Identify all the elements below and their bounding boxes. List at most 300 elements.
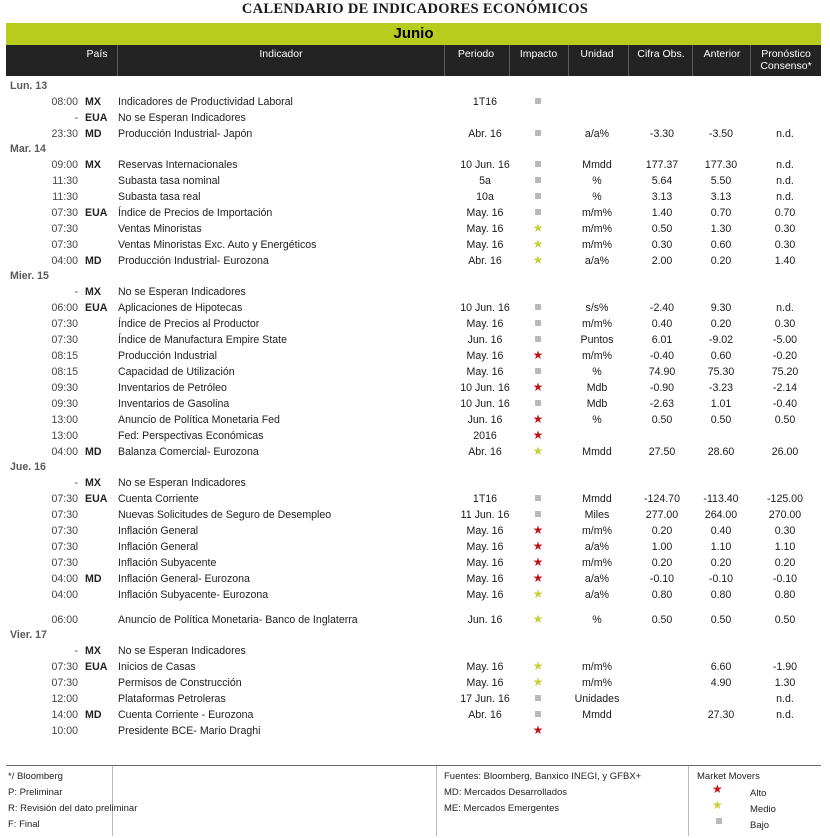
- forecast-cell: n.d.: [776, 175, 794, 187]
- previous-cell: 3.13: [710, 191, 732, 203]
- forecast-cell: n.d.: [776, 709, 794, 721]
- time-cell: 08:00: [51, 96, 78, 108]
- country-cell: MD: [85, 573, 102, 585]
- indicator-cell: Inflación General: [118, 525, 199, 537]
- previous-cell: 177.30: [704, 159, 738, 171]
- observed-cell: 6.01: [651, 334, 673, 346]
- previous-cell: 1.01: [710, 398, 732, 410]
- table-row: [0, 691, 830, 707]
- period-cell: May. 16: [466, 239, 504, 251]
- table-row: [0, 612, 830, 628]
- period-cell: May. 16: [466, 207, 504, 219]
- time-cell: 09:30: [51, 382, 78, 394]
- unit-cell: m/m%: [581, 677, 612, 689]
- indicator-cell: Producción Industrial: [118, 350, 217, 362]
- observed-cell: 0.20: [651, 557, 673, 569]
- unit-cell: m/m%: [581, 318, 612, 330]
- day-header: [0, 628, 830, 643]
- observed-cell: 0.80: [651, 589, 673, 601]
- previous-cell: 0.20: [710, 557, 732, 569]
- previous-cell: 0.70: [710, 207, 732, 219]
- col-pronostico: [752, 48, 820, 72]
- impact-medium-star-icon: ★: [532, 444, 544, 459]
- unit-cell: m/m%: [581, 350, 612, 362]
- table-row: [0, 157, 830, 173]
- table-row: [0, 555, 830, 571]
- observed-cell: 0.50: [651, 414, 673, 426]
- observed-cell: 27.50: [648, 446, 676, 458]
- indicator-cell: Reservas Internacionales: [118, 159, 238, 171]
- forecast-cell: 0.20: [774, 557, 796, 569]
- col-pronostico-line2: Consenso*: [760, 60, 812, 72]
- impact-low-icon: [517, 691, 559, 707]
- period-cell: May. 16: [466, 223, 504, 235]
- impact-high-star-icon: ★: [532, 523, 544, 538]
- forecast-cell: -2.14: [772, 382, 798, 394]
- indicator-cell: No se Esperan Indicadores: [118, 645, 246, 657]
- unit-cell: Mmdd: [582, 493, 612, 505]
- forecast-cell: 0.30: [774, 223, 796, 235]
- period-cell: Jun. 16: [467, 334, 503, 346]
- unit-cell: Mmdd: [582, 446, 612, 458]
- unit-cell: a/a%: [584, 128, 610, 140]
- previous-cell: -3.50: [708, 128, 734, 140]
- table-row: [0, 507, 830, 523]
- day-label: Jue. 16: [10, 461, 46, 473]
- previous-cell: 0.50: [710, 414, 732, 426]
- impact-medium-star-icon: ★: [532, 237, 544, 252]
- forecast-cell: 270.00: [768, 509, 802, 521]
- observed-cell: -124.70: [644, 493, 680, 505]
- unit-cell: s/s%: [585, 302, 609, 314]
- unit-cell: Miles: [584, 509, 610, 521]
- table-row: [0, 444, 830, 460]
- table-row: [0, 221, 830, 237]
- impact-low-icon: [517, 364, 559, 380]
- legend-alto-icon: ★: [712, 782, 723, 797]
- note-preliminar: P: Preliminar: [8, 787, 63, 798]
- country-cell: MD: [85, 446, 102, 458]
- observed-cell: 3.13: [651, 191, 673, 203]
- indicator-cell: Inflación Subyacente: [118, 557, 217, 569]
- indicator-cell: Ventas Minoristas Exc. Auto y Energéticos: [118, 239, 317, 251]
- impact-low-icon: [517, 507, 559, 523]
- impact-high-star-icon: ★: [532, 348, 544, 363]
- previous-cell: -0.10: [708, 573, 734, 585]
- forecast-cell: -0.20: [772, 350, 798, 362]
- period-cell: May. 16: [466, 557, 504, 569]
- previous-cell: 27.30: [707, 709, 735, 721]
- observed-cell: -2.40: [649, 302, 675, 314]
- impact-low-icon: [517, 205, 559, 221]
- table-row: [0, 110, 830, 126]
- indicator-cell: Inventarios de Gasolina: [118, 398, 230, 410]
- indicator-cell: Subasta tasa nominal: [118, 175, 220, 187]
- table-row: [0, 364, 830, 380]
- forecast-cell: 26.00: [771, 446, 799, 458]
- period-cell: May. 16: [466, 661, 504, 673]
- indicator-cell: Nuevas Solicitudes de Seguro de Desempleo: [118, 509, 332, 521]
- country-cell: MX: [85, 96, 101, 108]
- day-header: [0, 142, 830, 157]
- time-cell: -: [74, 286, 78, 298]
- impact-low-icon: [517, 707, 559, 723]
- month-banner: Junio: [6, 23, 821, 45]
- period-cell: 10 Jun. 16: [460, 398, 510, 410]
- unit-cell: Puntos: [580, 334, 614, 346]
- unit-cell: a/a%: [584, 573, 610, 585]
- calendar-rows: [0, 79, 830, 739]
- table-row: [0, 284, 830, 300]
- observed-cell: 1.40: [651, 207, 673, 219]
- footer-divider: [6, 765, 821, 766]
- country-cell: EUA: [85, 112, 108, 124]
- table-row: [0, 316, 830, 332]
- period-cell: 1T16: [472, 96, 498, 108]
- forecast-cell: 0.30: [774, 525, 796, 537]
- period-cell: 17 Jun. 16: [460, 693, 510, 705]
- forecast-cell: n.d.: [776, 693, 794, 705]
- forecast-cell: 1.30: [774, 677, 796, 689]
- previous-cell: 6.60: [710, 661, 732, 673]
- unit-cell: %: [592, 191, 602, 203]
- footer-separator: [688, 766, 689, 836]
- table-row: [0, 332, 830, 348]
- indicator-cell: Aplicaciones de Hipotecas: [118, 302, 243, 314]
- forecast-cell: 0.30: [774, 318, 796, 330]
- table-row: [0, 348, 830, 364]
- col-pais: País: [86, 48, 108, 60]
- country-cell: MX: [85, 159, 101, 171]
- time-cell: 07:30: [51, 677, 78, 689]
- time-cell: 04:00: [51, 255, 78, 267]
- observed-cell: -3.30: [649, 128, 675, 140]
- indicator-cell: Cuenta Corriente: [118, 493, 199, 505]
- time-cell: 07:30: [51, 557, 78, 569]
- indicator-cell: Balanza Comercial- Eurozona: [118, 446, 259, 458]
- observed-cell: 0.20: [651, 525, 673, 537]
- impact-low-icon: [517, 491, 559, 507]
- forecast-cell: 75.20: [771, 366, 799, 378]
- day-label: Vier. 17: [10, 629, 47, 641]
- legend-bajo-label: Bajo: [750, 820, 770, 831]
- time-cell: 08:15: [51, 366, 78, 378]
- day-header: [0, 79, 830, 94]
- previous-cell: 0.20: [710, 318, 732, 330]
- time-cell: 04:00: [51, 573, 78, 585]
- period-cell: 5a: [479, 175, 491, 187]
- time-cell: 10:00: [51, 725, 78, 737]
- observed-cell: 277.00: [645, 509, 679, 521]
- impact-high-star-icon: ★: [532, 555, 544, 570]
- impact-low-icon: [517, 173, 559, 189]
- forecast-cell: 0.50: [774, 414, 796, 426]
- me-note: ME: Mercados Emergentes: [444, 803, 560, 814]
- impact-high-star-icon: ★: [532, 539, 544, 554]
- indicator-cell: Anuncio de Política Monetaria Fed: [118, 414, 280, 426]
- forecast-cell: 0.70: [774, 207, 796, 219]
- unit-cell: Mdb: [586, 398, 608, 410]
- impact-medium-star-icon: ★: [532, 612, 544, 627]
- time-cell: 11:30: [52, 175, 78, 187]
- unit-cell: Mmdd: [582, 709, 612, 721]
- observed-cell: 2.00: [651, 255, 673, 267]
- table-header: [6, 45, 821, 76]
- unit-cell: m/m%: [581, 207, 612, 219]
- indicator-cell: Subasta tasa real: [118, 191, 201, 203]
- table-row: [0, 189, 830, 205]
- indicator-cell: Cuenta Corriente - Eurozona: [118, 709, 254, 721]
- country-cell: EUA: [85, 302, 108, 314]
- previous-cell: 264.00: [704, 509, 738, 521]
- impact-high-star-icon: ★: [532, 428, 544, 443]
- observed-cell: 177.37: [645, 159, 679, 171]
- table-row: [0, 475, 830, 491]
- time-cell: 11:30: [52, 191, 78, 203]
- table-row: [0, 491, 830, 507]
- forecast-cell: 0.50: [774, 614, 796, 626]
- indicator-cell: Producción Industrial- Eurozona: [118, 255, 269, 267]
- country-cell: EUA: [85, 661, 108, 673]
- unit-cell: m/m%: [581, 661, 612, 673]
- period-cell: 10 Jun. 16: [460, 302, 510, 314]
- observed-cell: 5.64: [651, 175, 673, 187]
- unit-cell: m/m%: [581, 223, 612, 235]
- time-cell: 07:30: [51, 661, 78, 673]
- md-note: MD: Mercados Desarrollados: [444, 787, 568, 798]
- table-row: [0, 587, 830, 603]
- period-cell: May. 16: [466, 573, 504, 585]
- impact-medium-star-icon: ★: [532, 675, 544, 690]
- previous-cell: -113.40: [703, 493, 739, 505]
- time-cell: -: [74, 477, 78, 489]
- legend-title: Market Movers: [697, 771, 760, 782]
- table-row: [0, 523, 830, 539]
- forecast-cell: 0.80: [774, 589, 796, 601]
- indicator-cell: Índice de Precios de Importación: [118, 207, 273, 219]
- time-cell: 04:00: [51, 446, 78, 458]
- forecast-cell: n.d.: [776, 302, 794, 314]
- country-cell: EUA: [85, 493, 108, 505]
- forecast-cell: -0.40: [772, 398, 798, 410]
- country-cell: MX: [85, 477, 101, 489]
- previous-cell: 0.50: [710, 614, 732, 626]
- unit-cell: Unidades: [574, 693, 620, 705]
- indicator-cell: No se Esperan Indicadores: [118, 112, 246, 124]
- time-cell: 07:30: [51, 541, 78, 553]
- time-cell: 07:30: [51, 318, 78, 330]
- forecast-cell: 0.30: [774, 239, 796, 251]
- time-cell: 07:30: [51, 207, 78, 219]
- country-cell: MX: [85, 645, 101, 657]
- table-row: [0, 723, 830, 739]
- impact-high-star-icon: ★: [532, 380, 544, 395]
- forecast-cell: -1.90: [772, 661, 798, 673]
- time-cell: 04:00: [51, 589, 78, 601]
- col-periodo: Periodo: [457, 48, 495, 60]
- forecast-cell: n.d.: [776, 191, 794, 203]
- legend-medio-icon: ★: [712, 798, 723, 813]
- page-title: CALENDARIO DE INDICADORES ECONÓMICOS: [241, 1, 589, 17]
- table-row: [0, 126, 830, 142]
- table-row: [0, 300, 830, 316]
- indicator-cell: Inflación Subyacente- Eurozona: [118, 589, 269, 601]
- period-cell: Jun. 16: [467, 614, 503, 626]
- unit-cell: Mdb: [586, 382, 608, 394]
- previous-cell: 0.20: [710, 255, 732, 267]
- period-cell: May. 16: [466, 366, 504, 378]
- indicator-cell: Ventas Minoristas: [118, 223, 202, 235]
- time-cell: 09:30: [51, 398, 78, 410]
- impact-low-icon: [517, 189, 559, 205]
- impact-low-icon: [517, 396, 559, 412]
- time-cell: 07:30: [51, 334, 78, 346]
- impact-low-icon: [517, 126, 559, 142]
- time-cell: 23:30: [51, 128, 78, 140]
- indicator-cell: Capacidad de Utilización: [118, 366, 235, 378]
- note-revision: R: Revisión del dato preliminar: [8, 803, 138, 814]
- impact-medium-star-icon: ★: [532, 659, 544, 674]
- indicator-cell: Producción Industrial- Japón: [118, 128, 253, 140]
- period-cell: May. 16: [466, 350, 504, 362]
- footer-separator: [112, 766, 113, 836]
- forecast-cell: 1.10: [774, 541, 796, 553]
- observed-cell: -2.63: [649, 398, 675, 410]
- observed-cell: -0.90: [649, 382, 675, 394]
- previous-cell: 0.40: [710, 525, 732, 537]
- period-cell: 10 Jun. 16: [460, 382, 510, 394]
- impact-low-icon: [517, 94, 559, 110]
- unit-cell: a/a%: [584, 255, 610, 267]
- time-cell: 12:00: [51, 693, 78, 705]
- period-cell: Jun. 16: [467, 414, 503, 426]
- day-header: [0, 269, 830, 284]
- period-cell: 11 Jun. 16: [460, 509, 510, 521]
- observed-cell: 0.30: [651, 239, 673, 251]
- table-row: [0, 539, 830, 555]
- indicator-cell: No se Esperan Indicadores: [118, 286, 246, 298]
- row-spacer: [0, 603, 830, 612]
- table-row: [0, 643, 830, 659]
- table-row: [0, 412, 830, 428]
- time-cell: 06:00: [51, 614, 78, 626]
- impact-low-icon: [517, 157, 559, 173]
- observed-cell: 1.00: [651, 541, 673, 553]
- indicator-cell: Índice de Precios al Productor: [118, 318, 260, 330]
- table-row: [0, 659, 830, 675]
- col-pronostico-line1: Pronóstico: [761, 48, 811, 60]
- forecast-cell: -0.10: [772, 573, 798, 585]
- forecast-cell: n.d.: [776, 128, 794, 140]
- indicator-cell: Inicios de Casas: [118, 661, 196, 673]
- impact-low-icon: [517, 332, 559, 348]
- time-cell: 09:00: [51, 159, 78, 171]
- time-cell: -: [74, 645, 78, 657]
- forecast-cell: -5.00: [772, 334, 798, 346]
- previous-cell: 1.30: [710, 223, 732, 235]
- day-label: Mier. 15: [10, 270, 49, 282]
- previous-cell: 0.80: [710, 589, 732, 601]
- indicator-cell: Inflación General: [118, 541, 199, 553]
- observed-cell: 0.50: [651, 614, 673, 626]
- unit-cell: %: [592, 366, 602, 378]
- indicator-cell: Fed: Perspectivas Económicas: [118, 430, 264, 442]
- indicator-cell: No se Esperan Indicadores: [118, 477, 246, 489]
- col-unidad: Unidad: [580, 48, 614, 60]
- period-cell: Abr. 16: [468, 446, 502, 458]
- period-cell: 1T16: [472, 493, 498, 505]
- country-cell: EUA: [85, 207, 108, 219]
- observed-cell: -0.40: [649, 350, 675, 362]
- legend-bajo-icon: [716, 817, 722, 829]
- impact-medium-star-icon: ★: [532, 253, 544, 268]
- previous-cell: 0.60: [710, 239, 732, 251]
- table-row: [0, 173, 830, 189]
- unit-cell: a/a%: [584, 541, 610, 553]
- legend-medio-label: Medio: [750, 804, 776, 815]
- previous-cell: 9.30: [710, 302, 732, 314]
- observed-cell: 74.90: [648, 366, 676, 378]
- previous-cell: 75.30: [707, 366, 735, 378]
- time-cell: 07:30: [51, 509, 78, 521]
- unit-cell: Mmdd: [582, 159, 612, 171]
- day-header: [0, 460, 830, 475]
- forecast-cell: 1.40: [774, 255, 796, 267]
- col-anterior: Anterior: [703, 48, 741, 60]
- forecast-cell: n.d.: [776, 159, 794, 171]
- impact-high-star-icon: ★: [532, 571, 544, 586]
- indicator-cell: Plataformas Petroleras: [118, 693, 226, 705]
- day-label: Lun. 13: [10, 80, 48, 92]
- note-final: F: Final: [8, 819, 40, 830]
- unit-cell: m/m%: [581, 557, 612, 569]
- indicator-cell: Indicadores de Productividad Laboral: [118, 96, 293, 108]
- sources-text: Fuentes: Bloomberg, Banxico INEGI, y GFBX+: [444, 771, 642, 782]
- table-row: [0, 237, 830, 253]
- impact-high-star-icon: ★: [532, 723, 544, 738]
- table-row: [0, 94, 830, 110]
- table-row: [0, 253, 830, 269]
- period-cell: 2016: [473, 430, 497, 442]
- footer-separator: [436, 766, 437, 836]
- time-cell: 07:30: [51, 239, 78, 251]
- period-cell: May. 16: [466, 589, 504, 601]
- impact-medium-star-icon: ★: [532, 587, 544, 602]
- impact-high-star-icon: ★: [532, 412, 544, 427]
- unit-cell: a/a%: [584, 589, 610, 601]
- previous-cell: 5.50: [710, 175, 732, 187]
- day-label: Mar. 14: [10, 143, 46, 155]
- observed-cell: -0.10: [649, 573, 675, 585]
- unit-cell: m/m%: [581, 239, 612, 251]
- impact-low-icon: [517, 300, 559, 316]
- indicator-cell: Anuncio de Política Monetaria- Banco de Inglaterra: [118, 614, 358, 626]
- indicator-cell: Inventarios de Petróleo: [118, 382, 227, 394]
- period-cell: May. 16: [466, 541, 504, 553]
- legend-alto-label: Alto: [750, 788, 767, 799]
- observed-cell: 0.50: [651, 223, 673, 235]
- indicator-cell: Presidente BCE- Mario Draghi: [118, 725, 261, 737]
- col-indicador: Indicador: [259, 48, 303, 60]
- table-row: [0, 707, 830, 723]
- impact-medium-star-icon: ★: [532, 221, 544, 236]
- col-cifra: Cifra Obs.: [637, 48, 685, 60]
- time-cell: 07:30: [51, 223, 78, 235]
- observed-cell: 0.40: [651, 318, 673, 330]
- unit-cell: %: [592, 175, 602, 187]
- previous-cell: 1.10: [710, 541, 732, 553]
- country-cell: MD: [85, 255, 102, 267]
